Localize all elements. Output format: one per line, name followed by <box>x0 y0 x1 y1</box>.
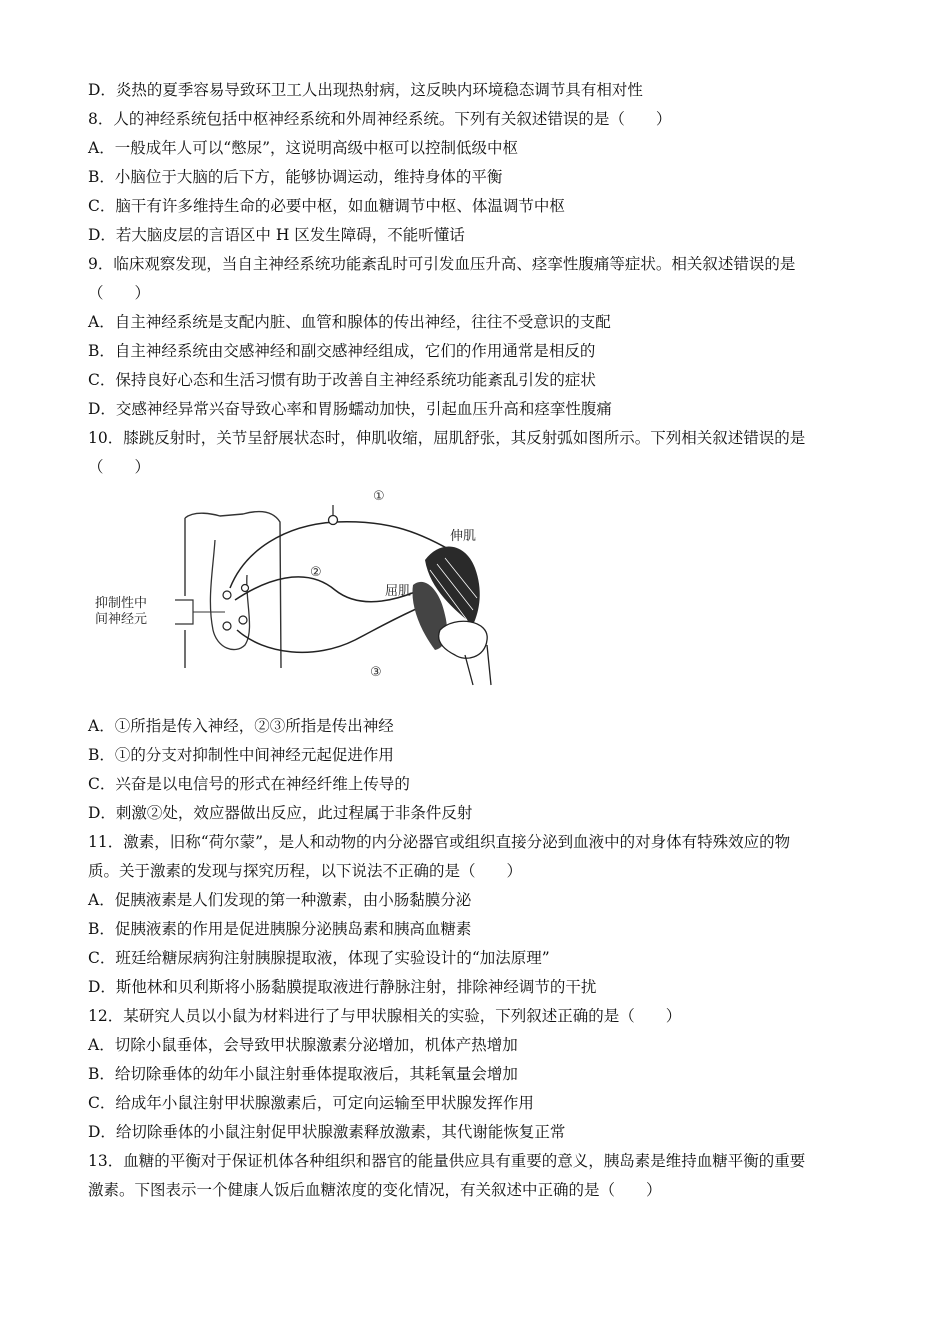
question-9-stem: 9．临床观察发现，当自主神经系统功能紊乱时可引发血压升高、痉挛性腹痛等症状。相关叙述错误的是 <box>88 255 796 273</box>
question-8-stem: 8．人的神经系统包括中枢神经系统和外周神经系统。下列有关叙述错误的是（ ） <box>88 110 672 128</box>
option-12c: C．给成年小鼠注射甲状腺激素后，可定向运输至甲状腺发挥作用 <box>88 1094 534 1112</box>
option-9d: D．交感神经异常兴奋导致心率和胃肠蠕动加快，引起血压升高和痉挛性腹痛 <box>88 400 612 418</box>
question-10-blank: （ ） <box>88 458 151 476</box>
question-11-stem-line1: 11．激素，旧称“荷尔蒙”，是人和动物的内分泌器官或组织直接分泌到血液中的对身体有特殊效应的物 <box>88 833 791 851</box>
option-11d: D．斯他林和贝利斯将小肠黏膜提取液进行静脉注射，排除神经调节的干扰 <box>88 978 597 996</box>
question-13-stem-line2: 激素。下图表示一个健康人饭后血糖浓度的变化情况，有关叙述中正确的是（ ） <box>88 1181 662 1199</box>
option-9a: A．自主神经系统是支配内脏、血管和腺体的传出神经，往往不受意识的支配 <box>88 313 611 331</box>
option-12d: D．给切除垂体的小鼠注射促甲状腺激素释放激素，其代谢能恢复正常 <box>88 1123 566 1141</box>
option-10a: A．①所指是传入神经，②③所指是传出神经 <box>88 717 394 735</box>
option-7d: D．炎热的夏季容易导致环卫工人出现热射病，这反映内环境稳态调节具有相对性 <box>88 81 643 99</box>
marker-3: ③ <box>370 665 382 680</box>
option-8d: D．若大脑皮层的言语区中 H 区发生障碍，不能听懂话 <box>88 226 465 244</box>
reflex-arc-figure <box>95 480 505 690</box>
option-8b: B．小脑位于大脑的后下方，能够协调运动，维持身体的平衡 <box>88 168 503 186</box>
reflex-arc-diagram <box>95 480 505 690</box>
label-inhibitory-line2: 间神经元 <box>95 612 148 627</box>
option-11b: B．促胰液素的作用是促进胰腺分泌胰岛素和胰高血糖素 <box>88 920 472 938</box>
option-11a: A．促胰液素是人们发现的第一种激素，由小肠黏膜分泌 <box>88 891 472 909</box>
option-12b: B．给切除垂体的幼年小鼠注射垂体提取液后，其耗氧量会增加 <box>88 1065 518 1083</box>
question-13-stem-line1: 13．血糖的平衡对于保证机体各种组织和器官的能量供应具有重要的意义，胰岛素是维持血糖平衡的重要 <box>88 1152 806 1170</box>
option-9c: C．保持良好心态和生活习惯有助于改善自主神经系统功能紊乱引发的症状 <box>88 371 596 389</box>
option-10c: C．兴奋是以电信号的形式在神经纤维上传导的 <box>88 775 410 793</box>
option-9b: B．自主神经系统由交感神经和副交感神经组成，它们的作用通常是相反的 <box>88 342 596 360</box>
question-11-stem-line2: 质。关于激素的发现与探究历程，以下说法不正确的是（ ） <box>88 862 523 880</box>
option-10b: B．①的分支对抑制性中间神经元起促进作用 <box>88 746 394 764</box>
option-8c: C．脑干有许多维持生命的必要中枢，如血糖调节中枢、体温调节中枢 <box>88 197 565 215</box>
option-10d: D．刺激②处，效应器做出反应，此过程属于非条件反射 <box>88 804 473 822</box>
label-extensor: 伸肌 <box>450 529 477 544</box>
option-12a: A．切除小鼠垂体，会导致甲状腺激素分泌增加，机体产热增加 <box>88 1036 518 1054</box>
label-flexor: 屈肌 <box>385 584 412 599</box>
question-12-stem: 12．某研究人员以小鼠为材料进行了与甲状腺相关的实验，下列叙述正确的是（ ） <box>88 1007 682 1025</box>
label-inhibitory-line1: 抑制性中 <box>95 596 148 611</box>
marker-2: ② <box>310 565 322 580</box>
question-9-blank: （ ） <box>88 284 151 302</box>
option-11c: C．班廷给糖尿病狗注射胰腺提取液，体现了实验设计的“加法原理” <box>88 949 550 967</box>
marker-1: ① <box>373 489 385 504</box>
question-10-stem: 10．膝跳反射时，关节呈舒展状态时，伸肌收缩，屈肌舒张，其反射弧如图所示。下列相关叙述错误的是 <box>88 429 806 447</box>
option-8a: A．一般成年人可以“憋尿”，这说明高级中枢可以控制低级中枢 <box>88 139 519 157</box>
